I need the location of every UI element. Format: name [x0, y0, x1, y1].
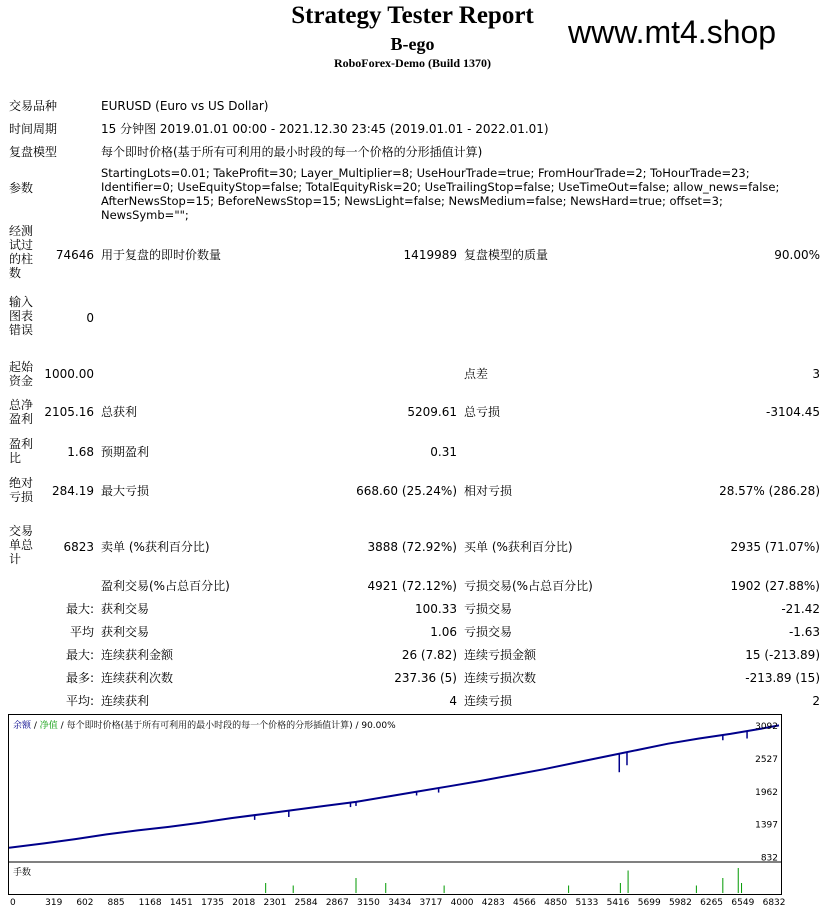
- win-trades-label: 盈利交易(%占总百分比): [101, 579, 230, 593]
- total-trades-value: 6823: [63, 540, 94, 554]
- max-drawdown-value: 668.60 (25.24%): [356, 484, 457, 498]
- model-value: 每个即时价格(基于所有可利用的最小时段的每一个价格的分形插值计算): [101, 145, 483, 159]
- params-value: StartingLots=0.01; TakeProfit=30; Layer_Multiplier=8; UseHourTrade=true; FromHourTrade=2; ToHourTrade=23; Identifier=0; UseEquityStop=false; TotalEquityRisk=20; UseTrailingStop=false; UseTimeOut=false; allow_news=false; AfterNewsStop=15; BeforeNewsStop=15; NewsLight=false; NewsMedium=false; NewsHard=true; offset=3; NewsSymb="";: [101, 166, 780, 222]
- legend-balance: 余额: [13, 721, 32, 731]
- spread-value: 3: [812, 367, 820, 381]
- long-trades-label: 买单 (%获利百分比): [464, 540, 573, 554]
- x-tick-label: 885: [107, 898, 125, 908]
- short-trades-label: 卖单 (%获利百分比): [101, 540, 210, 554]
- params-label: 参数: [9, 181, 34, 195]
- largest-loss-label: 亏损交易: [464, 602, 513, 616]
- x-tick-label: 6832: [762, 898, 786, 908]
- total-trades-label: 交易单总计: [9, 524, 34, 566]
- maximal-consecutive-losses-label: 连续亏损次数: [464, 671, 537, 685]
- x-tick-label: 602: [76, 898, 94, 908]
- x-tick-label: 2301: [263, 898, 287, 908]
- bars-value: 74646: [55, 248, 94, 262]
- x-tick-label: 1168: [138, 898, 162, 908]
- symbol-value: EURUSD (Euro vs US Dollar): [101, 99, 269, 113]
- max-consecutive-wins-value: 26 (7.82): [401, 648, 457, 662]
- ticks-value: 1419989: [403, 248, 457, 262]
- ea-name: B-ego: [390, 34, 435, 54]
- model-label: 复盘模型: [9, 145, 58, 159]
- expected-payoff-value: 0.31: [430, 445, 457, 459]
- abs-drawdown-value: 284.19: [52, 484, 94, 498]
- profit-factor-label: 盈利比: [9, 437, 34, 465]
- x-tick-label: 5416: [606, 898, 630, 908]
- expected-payoff-label: 预期盈利: [101, 445, 150, 459]
- server-info: RoboForex-Demo (Build 1370): [333, 56, 492, 70]
- rel-drawdown-value: 28.57% (286.28): [719, 484, 820, 498]
- net-profit-label: 总净盈利: [9, 398, 34, 426]
- avg-consecutive-losses-value: 2: [812, 694, 820, 708]
- max-drawdown-label: 最大亏损: [101, 484, 150, 498]
- spread-label: 点差: [464, 367, 489, 381]
- average-loss-value: -1.63: [788, 625, 820, 639]
- x-tick-label: 1451: [169, 898, 193, 908]
- average-loss-label: 亏损交易: [464, 625, 513, 639]
- x-tick-label: 0: [10, 898, 16, 908]
- y-tick-label: 2527: [755, 755, 778, 766]
- quality-label: 复盘模型的质量: [464, 248, 549, 262]
- net-profit-value: 2105.16: [44, 405, 94, 419]
- loss-trades-label: 亏损交易(%占总百分比): [464, 579, 593, 593]
- x-tick-label: 3434: [388, 898, 412, 908]
- watermark-text: www.mt4.shop: [568, 14, 777, 50]
- gross-profit-value: 5209.61: [407, 405, 457, 419]
- x-tick-label: 5699: [637, 898, 661, 908]
- short-trades-value: 3888 (72.92%): [367, 540, 457, 554]
- x-tick-label: 4850: [544, 898, 568, 908]
- x-tick-label: 4000: [450, 898, 474, 908]
- x-tick-label: 319: [45, 898, 63, 908]
- largest-profit-value: 100.33: [415, 602, 457, 616]
- x-tick-label: 2018: [232, 898, 256, 908]
- x-tick-label: 5133: [575, 898, 599, 908]
- gross-loss-label: 总亏损: [464, 405, 501, 419]
- deposit-label: 起始资金: [9, 360, 34, 388]
- x-tick-label: 3150: [356, 898, 380, 908]
- maximal-consecutive-prefix: 最多:: [65, 671, 94, 685]
- x-tick-label: 6265: [700, 898, 724, 908]
- largest-loss-value: -21.42: [781, 602, 820, 616]
- ticks-label: 用于复盘的即时价数量: [101, 248, 222, 262]
- errors-value: 0: [86, 311, 94, 325]
- deposit-value: 1000.00: [44, 367, 94, 381]
- errors-label: 输入图表错误: [9, 295, 34, 337]
- y-tick-label: 1397: [755, 820, 778, 831]
- y-tick-label: 3092: [755, 722, 778, 733]
- report-title: Strategy Tester Report: [291, 2, 534, 29]
- x-tick-label: 4283: [481, 898, 505, 908]
- x-tick-label: 4566: [512, 898, 536, 908]
- maximal-consecutive-wins-label: 连续获利次数: [101, 671, 174, 685]
- balance-series-line: [9, 725, 779, 847]
- bars-label: 经测试过的柱数: [9, 224, 34, 280]
- win-trades-value: 4921 (72.12%): [367, 579, 457, 593]
- x-tick-label: 2584: [294, 898, 318, 908]
- profit-factor-value: 1.68: [67, 445, 94, 459]
- max-consecutive-wins-label: 连续获利金额: [101, 648, 174, 662]
- lots-label: 手数: [13, 868, 32, 878]
- x-tick-label: 3717: [419, 898, 443, 908]
- legend-model: 每个即时价格(基于所有可利用的最小时段的每一个价格的分形插值计算) / 90.00%: [66, 721, 396, 731]
- gross-loss-value: -3104.45: [766, 405, 820, 419]
- maximal-consecutive-losses-value: -213.89 (15): [745, 671, 820, 685]
- x-tick-label: 1735: [201, 898, 225, 908]
- x-tick-label: 2867: [325, 898, 349, 908]
- average-profit-label: 获利交易: [101, 625, 150, 639]
- legend-equity: 净值: [39, 721, 58, 731]
- chart-legend: [13, 718, 396, 731]
- legend-separator: /: [57, 721, 67, 731]
- avg-consecutive-wins-value: 4: [449, 694, 457, 708]
- maximal-consecutive-wins-value: 237.36 (5): [394, 671, 457, 685]
- average-profit-value: 1.06: [430, 625, 457, 639]
- avg-consecutive-wins-label: 连续获利: [101, 694, 150, 708]
- long-trades-value: 2935 (71.07%): [730, 540, 820, 554]
- max-consecutive-prefix: 最大:: [65, 648, 94, 662]
- loss-trades-value: 1902 (27.88%): [730, 579, 820, 593]
- quality-value: 90.00%: [774, 248, 820, 262]
- period-label: 时间周期: [9, 122, 58, 136]
- avg-consecutive-losses-label: 连续亏损: [464, 694, 513, 708]
- abs-drawdown-label: 绝对亏损: [9, 476, 34, 504]
- rel-drawdown-label: 相对亏损: [464, 484, 513, 498]
- x-tick-label: 5982: [668, 898, 692, 908]
- balance-chart-svg: [9, 715, 781, 894]
- average-prefix: 平均: [69, 625, 94, 639]
- period-value: 15 分钟图 2019.01.01 00:00 - 2021.12.30 23:45 (2019.01.01 - 2022.01.01): [101, 122, 549, 136]
- gross-profit-label: 总获利: [101, 405, 138, 419]
- largest-prefix: 最大:: [65, 602, 94, 616]
- avg-consecutive-prefix: 平均:: [65, 694, 94, 708]
- symbol-label: 交易品种: [9, 99, 58, 113]
- max-consecutive-losses-label: 连续亏损金额: [464, 648, 537, 662]
- largest-profit-label: 获利交易: [101, 602, 150, 616]
- x-tick-label: 6549: [731, 898, 755, 908]
- max-consecutive-losses-value: 15 (-213.89): [745, 648, 820, 662]
- y-tick-label: 832: [760, 853, 778, 864]
- balance-chart: [8, 714, 782, 895]
- legend-separator: /: [31, 721, 40, 731]
- y-tick-label: 1962: [755, 787, 778, 798]
